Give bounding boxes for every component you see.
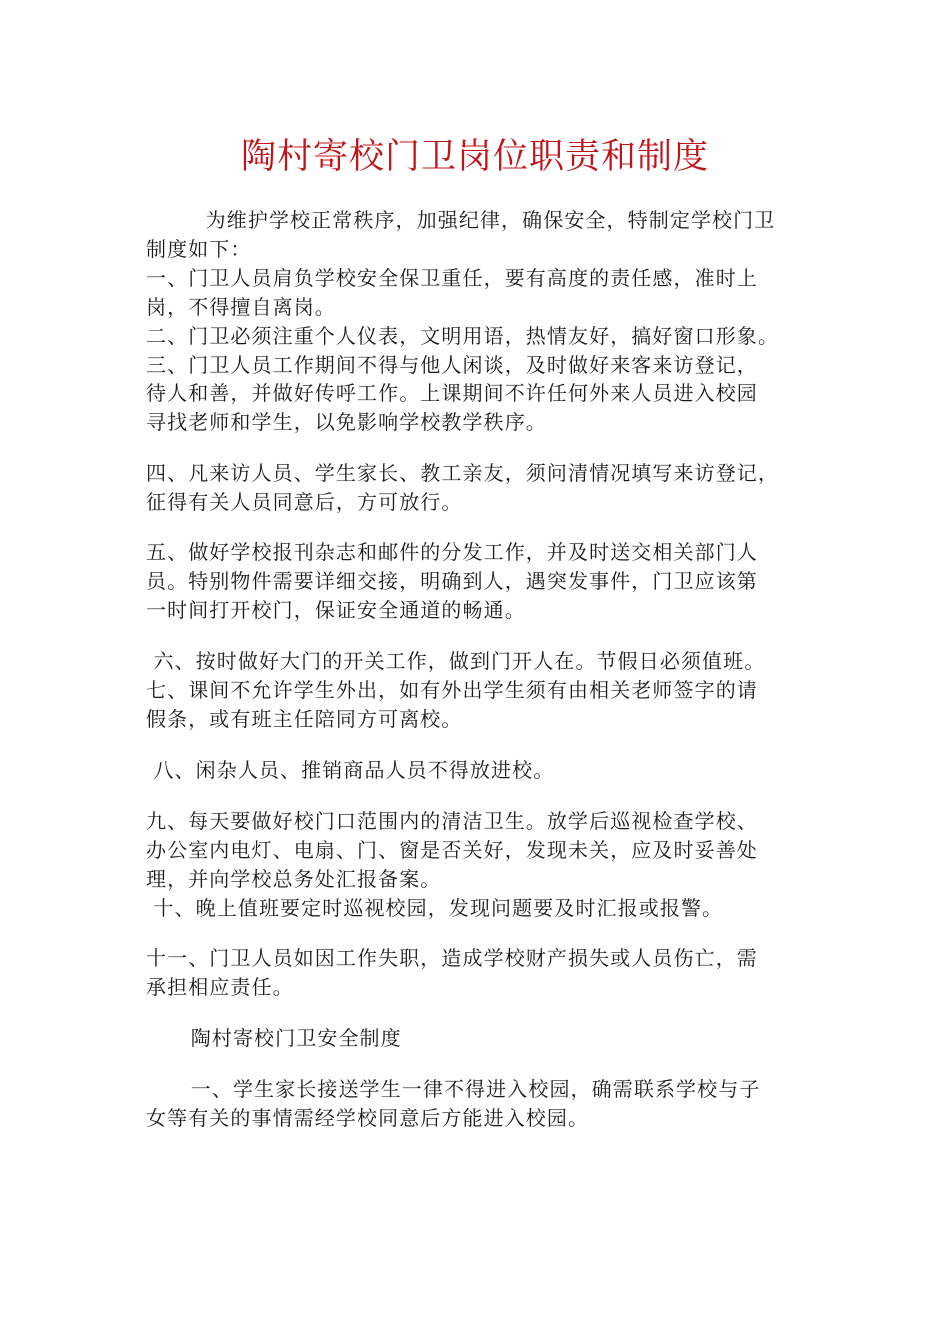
text-line: 为维护学校正常秩序，加强纪律，确保安全，特制定学校门卫 (146, 208, 776, 232)
text-line: 八、闲杂人员、推销商品人员不得放进校。 (146, 758, 555, 782)
text-line: 一时间打开校门，保证安全通道的畅通。 (146, 598, 526, 622)
text-line: 理，并向学校总务处汇报备案。 (146, 867, 442, 891)
text-line: 一、门卫人员肩负学校安全保卫重任，要有高度的责任感，准时上 (146, 266, 758, 290)
text-line: 一、学生家长接送学生一律不得进入校园，确需联系学校与子 (146, 1077, 761, 1101)
text-line: 二、门卫必须注重个人仪表，文明用语，热情友好，搞好窗口形象。 (146, 324, 779, 348)
text-line: 寻找老师和学生，以免影响学校教学秩序。 (146, 410, 547, 434)
text-line: 六、按时做好大门的开关工作，做到门开人在。节假日必须值班。 (146, 649, 766, 673)
text-line: 五、做好学校报刊杂志和邮件的分发工作，并及时送交相关部门人 (146, 540, 758, 564)
text-line: 承担相应责任。 (146, 975, 294, 999)
text-line: 办公室内电灯、电扇、门、窗是否关好，发现未关，应及时妥善处 (146, 838, 758, 862)
document-title: 陶村寄校门卫岗位职责和制度 (240, 137, 709, 177)
text-line: 员。特别物件需要详细交接，明确到人，遇突发事件，门卫应该第 (146, 569, 758, 593)
text-line: 十一、门卫人员如因工作失职，造成学校财产损失或人员伤亡，需 (146, 946, 758, 970)
text-line: 七、课间不允许学生外出，如有外出学生须有由相关老师签字的请 (146, 678, 758, 702)
text-line: 四、凡来访人员、学生家长、教工亲友，须问清情况填写来访登记， (146, 461, 779, 485)
text-line: 九、每天要做好校门口范围内的清洁卫生。放学后巡视检查学校、 (146, 809, 758, 833)
text-line: 待人和善，并做好传呼工作。上课期间不许任何外来人员进入校园 (146, 381, 758, 405)
text-line: 岗，不得擅自离岗。 (146, 295, 336, 319)
text-line: 十、晚上值班要定时巡视校园，发现问题要及时汇报或报警。 (146, 896, 724, 920)
section-heading: 陶村寄校门卫安全制度 (146, 1026, 402, 1050)
text-line: 女等有关的事情需经学校同意后方能进入校园。 (146, 1106, 590, 1130)
text-line: 假条，或有班主任陪同方可离校。 (146, 707, 463, 731)
text-line: 制度如下： (146, 237, 252, 261)
text-line: 三、门卫人员工作期间不得与他人闲谈，及时做好来客来访登记， (146, 353, 758, 377)
text-line: 征得有关人员同意后，方可放行。 (146, 490, 463, 514)
